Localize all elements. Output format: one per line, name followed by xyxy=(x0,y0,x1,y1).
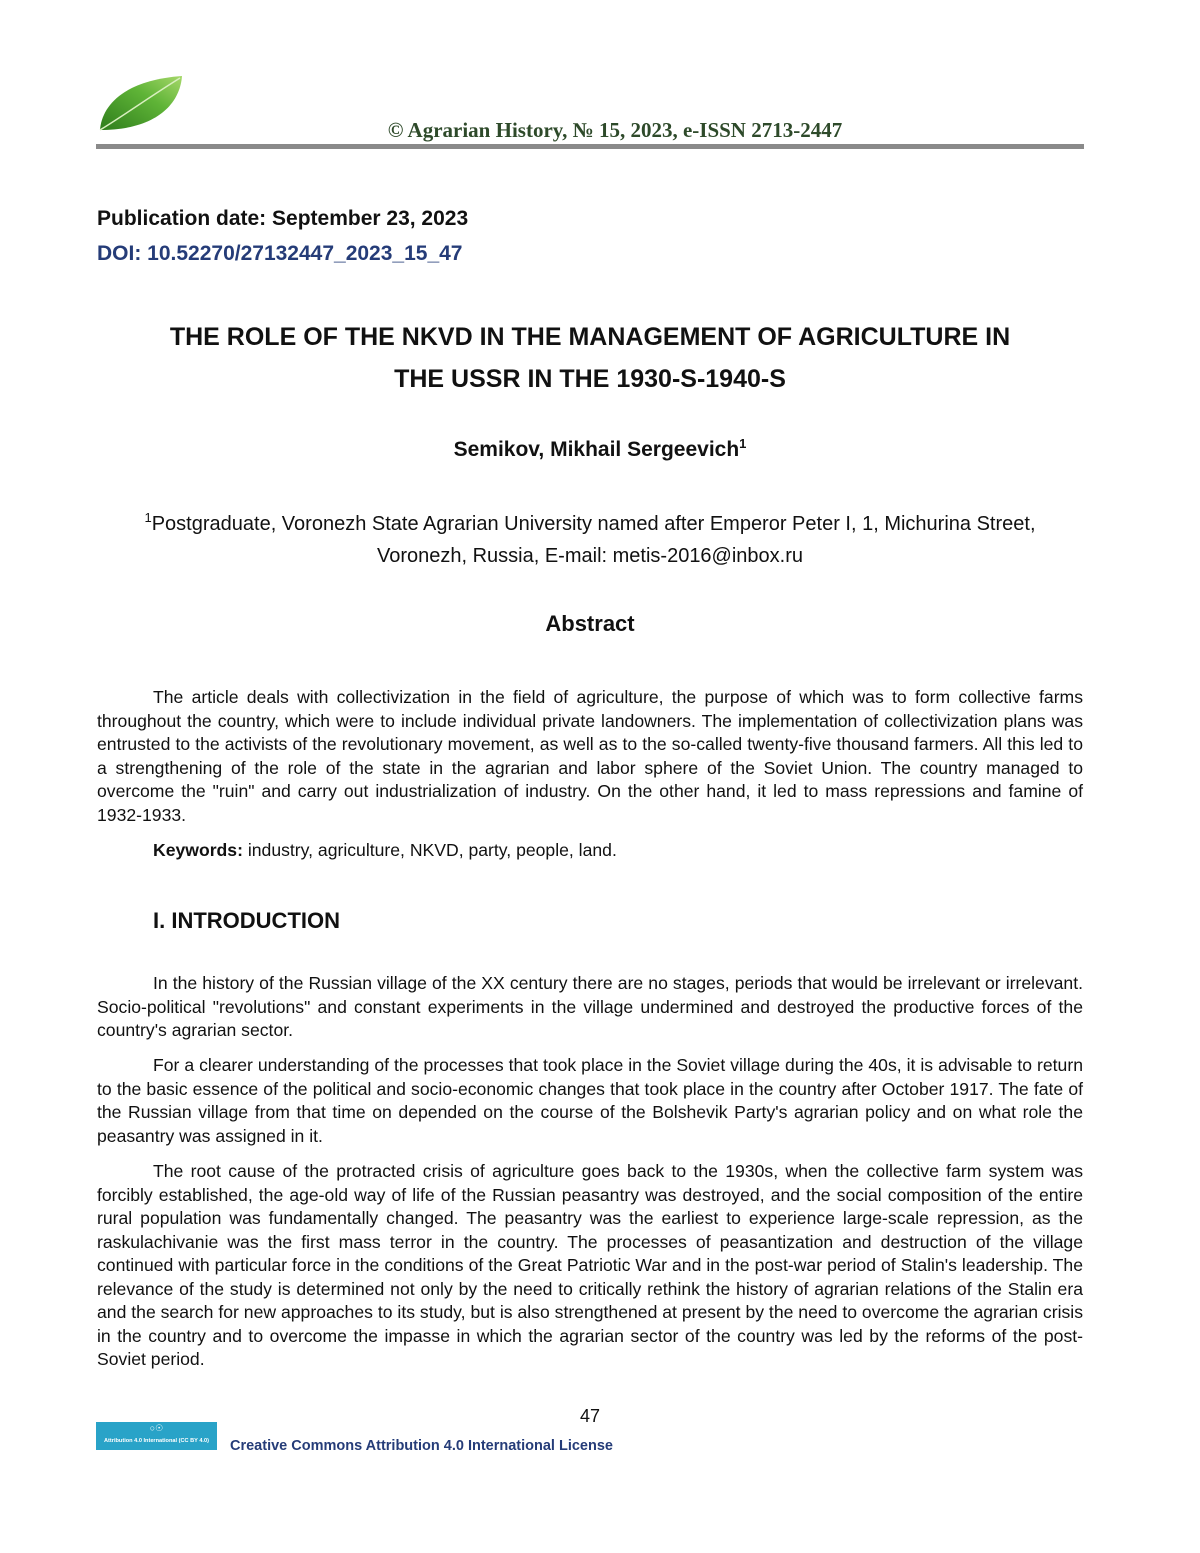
keywords xyxy=(153,840,617,861)
author-name: Semikov, Mikhail Sergeevich xyxy=(453,438,740,461)
author-superscript: 1 xyxy=(739,436,747,451)
intro-paragraph-1: In the history of the Russian village of the XX century there are no stages, periods that would be irrelevant or irrelevant. Socio-political "revolutions" and constant experiments in the village undermined and destroyed the productive forces of the country's agrarian sector. xyxy=(97,973,1083,1040)
keywords-label: Keywords: xyxy=(153,840,243,860)
intro-paragraph-3: The root cause of the protracted crisis of agriculture goes back to the 1930s, when the collective farm system was forcibly established, the age-old way of life of the Russian peasantry was destroyed, and the social composition of the entire rural population was fundamentally changed. The peasantry was the earliest to experience large-scale repression, as the raskulachivanie was the first mass terror in the country. The processes of peasantization and destruction of the village continued with particular force in the conditions of the Great Patriotic War and in the post-war period of Stalin's leadership. The relevance of the study is determined not only by the need to critically rethink the history of agrarian relations of the Stalin era and the search for new approaches to its study, but is also strengthened at present by the need to overcome the agrarian crisis in the country and to overcome the impasse in which the agrarian sector of the country was led by the reforms of the post-Soviet period. xyxy=(97,1161,1083,1369)
affiliation-superscript: 1 xyxy=(144,510,152,525)
license-link[interactable]: Creative Commons Attribution 4.0 International License xyxy=(230,1438,613,1454)
title-line-2: THE USSR IN THE 1930-S-1940-S xyxy=(394,365,786,393)
intro-paragraph-2: For a clearer understanding of the processes that took place in the Soviet village during the 40s, it is advisable to return to the basic essence of the political and socio-economic changes that took place in the country after October 1917. The fate of the Russian village from that time on depended on the course of the Bolshevik Party's agrarian policy and on what role the peasantry was assigned in it. xyxy=(97,1055,1083,1146)
article-title xyxy=(100,316,1080,400)
affiliation-line-1: Postgraduate, Voronezh State Agrarian University named after Emperor Peter I, 1, Michurina Street, xyxy=(151,513,1036,535)
title-line-1: THE ROLE OF THE NKVD IN THE MANAGEMENT OF AGRICULTURE IN xyxy=(169,323,1011,351)
doi: DOI: 10.52270/27132447_2023_15_47 xyxy=(97,242,463,265)
keywords-list: industry, agriculture, NKVD, party, people, land. xyxy=(242,840,617,860)
abstract-text: The article deals with collectivization in the field of agriculture, the purpose of which was to form collective farms throughout the country, which were to include individual private landowners. The implementation of collectivization plans was entrusted to the activists of the revolutionary movement, as well as to the so-called twenty-five thousand farmers. All this led to a strengthening of the role of the state in the agrarian and labor sphere of the Soviet Union. The country managed to overcome the "ruin" and carry out industrialization of industry. On the other hand, it led to mass repressions and famine of 1932-1933. xyxy=(97,687,1083,825)
introduction-heading: I. INTRODUCTION xyxy=(153,908,340,933)
journal-header: © Agrarian History, № 15, 2023, e-ISSN 2713-2447 xyxy=(387,118,843,142)
affiliation-line-2: Voronezh, Russia, E-mail: metis-2016@inbox.ru xyxy=(376,545,804,567)
cc-badge-text: Attribution 4.0 International (CC BY 4.0) xyxy=(104,1438,209,1444)
author xyxy=(0,438,1200,462)
header-rule xyxy=(96,144,1084,149)
cc-by-icon: ○☉ xyxy=(149,1423,164,1433)
abstract-heading: Abstract xyxy=(545,611,635,636)
page-number: 47 xyxy=(579,1406,601,1426)
publication-date: Publication date: September 23, 2023 xyxy=(97,207,469,230)
affiliation xyxy=(90,508,1090,572)
cc-license-badge[interactable] xyxy=(96,1422,217,1450)
